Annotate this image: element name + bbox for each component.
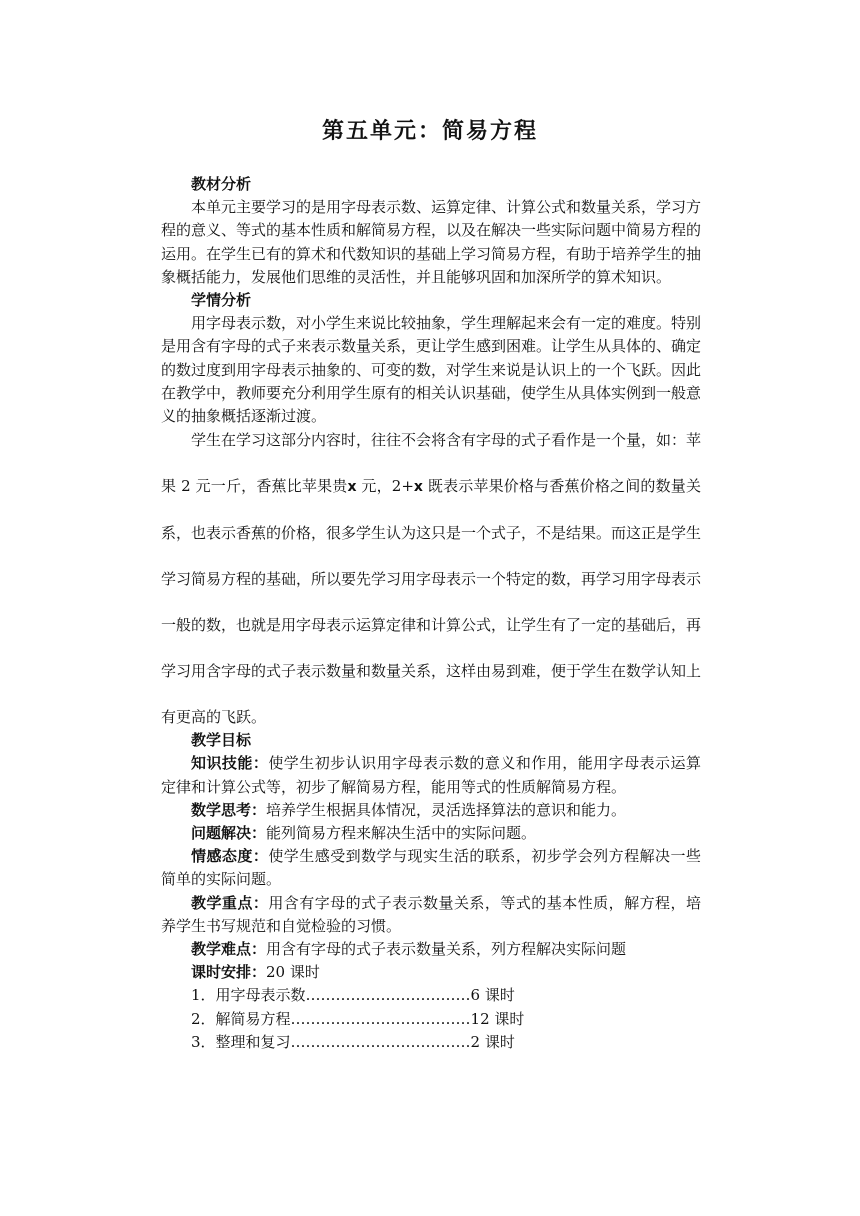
goal-label: 课时安排： [191, 963, 267, 982]
goal-text: 能列简易方程来解决生活中的实际问题。 [266, 824, 537, 843]
paragraph-student-analysis-2 [161, 417, 701, 740]
text-segment: 既表示苹果价格与香蕉价格之间的数量关系，也表示香蕉的价格，很多学生认为这只是一个式子，不是结果。而这正是学生学习简易方程的基础，所以要先学习用字母表示一个特定的数，再学习用字母表示一般的数，也就是用字母表示运算定律和计算公式，让学生有了一定的基础后，再学习用含字母的式子表示数量和数量关系，这样由易到难，便于学生在数学认知上有更高的飞跃。 [161, 477, 702, 727]
goal-label: 情感态度： [191, 847, 269, 866]
schedule-item: 1．用字母表示数……………………………6 课时 [191, 986, 515, 1005]
goal-item [161, 892, 701, 938]
heading-student-analysis: 学情分析 [191, 291, 252, 310]
heading-teaching-goals: 教学目标 [191, 731, 252, 750]
schedule-item: 3．整理和复习………………………………2 课时 [191, 1032, 515, 1051]
goal-item [161, 822, 701, 845]
goal-item [161, 845, 701, 891]
variable-x: x [347, 479, 357, 496]
text-segment: 学生在学习这部分内容时，往往不会将含有字母的式子看作是一个量，如：苹果 2 元一斤，香蕉比苹果贵 [161, 431, 702, 496]
paragraph-student-analysis-1: 用字母表示数，对小学生来说比较抽象，学生理解起来会有一定的难度。特别是用含有字母的式子来表示数量关系，更让学生感到困难。让学生从具体的、确定的数过度到用字母表示抽象的、可变的数，对学生来说是认识上的一个飞跃。因此在教学中，教师要充分利用学生原有的相关认识基础，使学生从具体实例到一般意义的抽象概括逐渐过渡。 [161, 314, 702, 426]
goal-text: 培养学生根据具体情况，灵活选择算法的意识和能力。 [266, 800, 627, 819]
schedule-item: 2．解简易方程………………………………12 课时 [191, 1009, 525, 1028]
goal-text: 20 课时 [266, 963, 320, 982]
goal-label: 知识技能： [191, 754, 269, 773]
goal-text: 用含有字母的式子表示数量关系，列方程解决实际问题 [266, 940, 627, 959]
goals-list [161, 752, 701, 984]
goal-item [161, 938, 701, 961]
page-title: 第五单元：简易方程 [321, 118, 538, 144]
schedule-list [161, 984, 701, 1054]
goal-label: 教学重点： [191, 893, 269, 912]
heading-textbook-analysis: 教材分析 [191, 175, 252, 193]
variable-x: x [413, 479, 423, 496]
goal-item [161, 799, 701, 822]
goal-item [161, 752, 701, 798]
goal-label: 教学难点： [191, 940, 267, 959]
document-body [161, 173, 701, 1054]
goal-item [161, 961, 701, 984]
goal-label: 数学思考： [191, 800, 267, 819]
goal-text: 用含有字母的式子表示数量关系，等式的基本性质，解方程，培养学生书写规范和自觉检验的习惯。 [161, 893, 701, 935]
goal-label: 问题解决： [191, 824, 267, 843]
paragraph-textbook-analysis: 本单元主要学习的是用字母表示数、运算定律、计算公式和数量关系，学习方程的意义、等式的基本性质和解简易方程，以及在解决一些实际问题中简易方程的运用。在学生已有的算术和代数知识的基础上学习简易方程，有助于培养学生的抽象概括能力，发展他们思维的灵活性，并且能够巩固和加深所学的算术知识。 [161, 198, 702, 286]
goal-text: 使学生初步认识用字母表示数的意义和作用，能用字母表示运算定律和计算公式等，初步了解简易方程，能用等式的性质解简易方程。 [161, 754, 701, 796]
text-segment: 元，2+ [361, 477, 414, 496]
goal-text: 使学生感受到数学与现实生活的联系，初步学会列方程解决一些简单的实际问题。 [161, 847, 701, 889]
